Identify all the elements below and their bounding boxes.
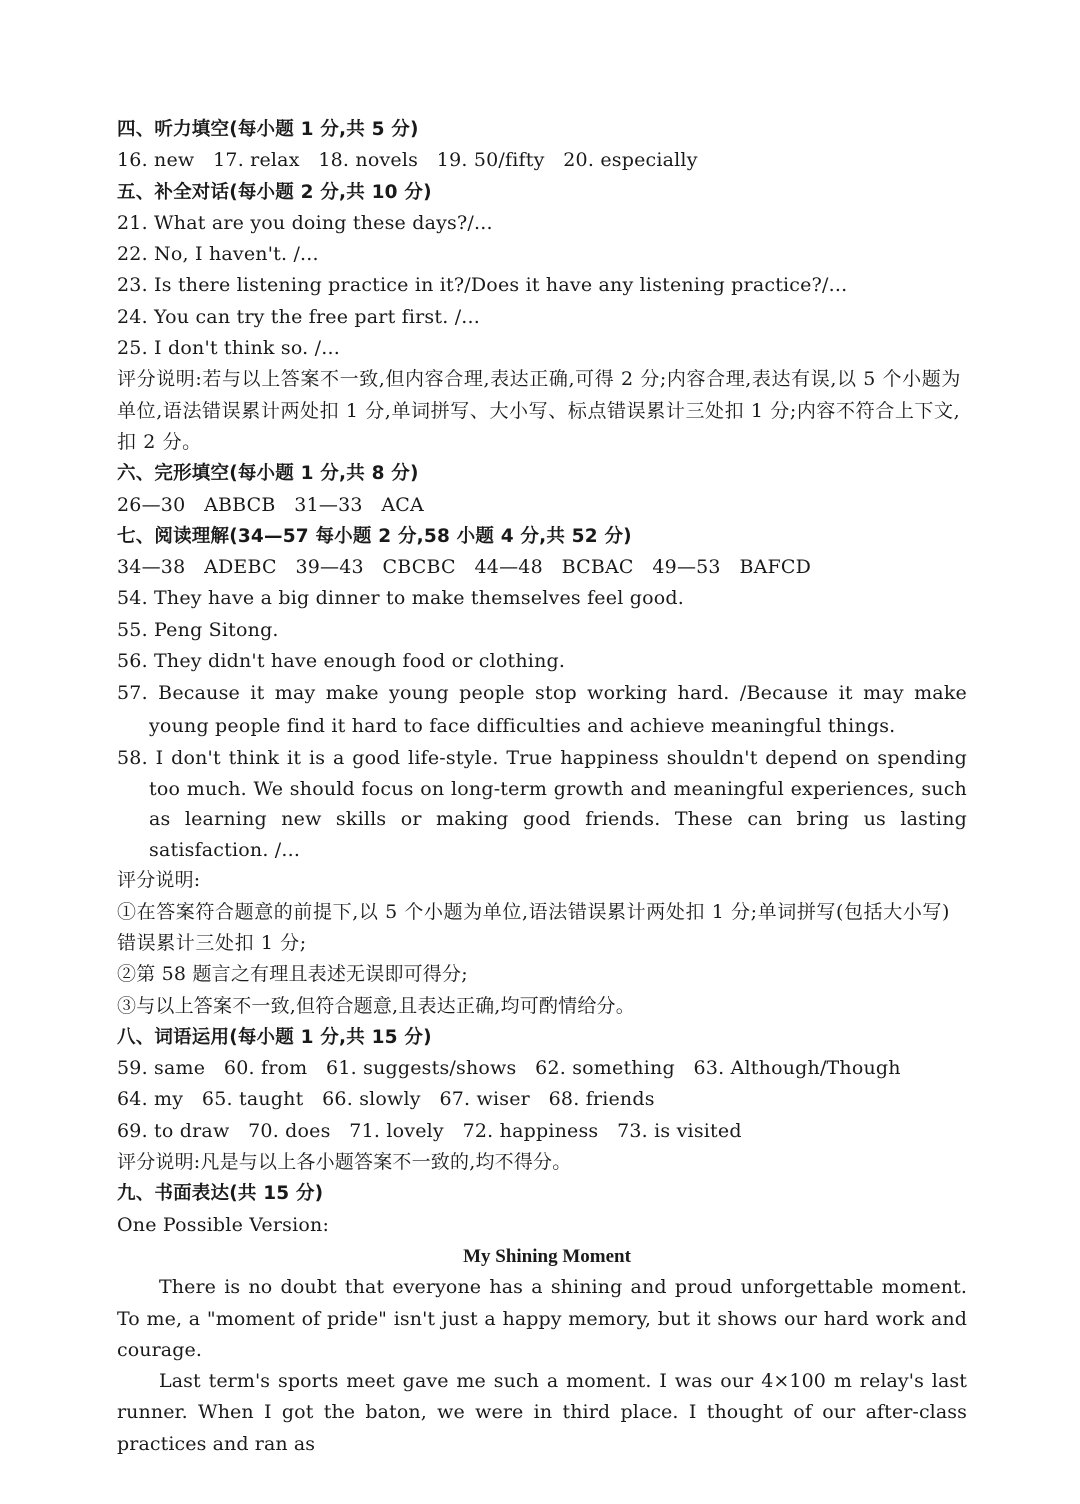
listening-answers: 16. new 17. relax 18. novels 19. 50/fifty 20. especially (117, 149, 698, 172)
word-usage-row-2: 64. my 65. taught 66. slowly 67. wiser 68. friends (117, 1088, 655, 1111)
reading-scoring-note-1: ①在答案符合题意的前提下,以 5 个小题为单位,语法错误累计两处扣 1 分;单词拼写(包括大小写)错误累计三处扣 1 分; (117, 900, 951, 954)
dialogue-scoring-note: 评分说明:若与以上答案不一致,但内容合理,表达正确,可得 2 分;内容合理,表达有误,以 5 个小题为单位,语法错误累计两处扣 1 分,单词拼写、大小写、标点错误累计三处扣 1 分;内容不符合上下文,扣 2 分。 (117, 368, 961, 453)
answer-key-page (117, 114, 967, 1460)
answer-21: 21. What are you doing these days?/... (117, 211, 493, 234)
version-label: One Possible Version: (117, 1213, 330, 1236)
reading-scoring-note-3: ③与以上答案不一致,但符合题意,且表达正确,均可酌情给分。 (117, 994, 635, 1017)
word-usage-row-3: 69. to draw 70. does 71. lovely 72. happiness 73. is visited (117, 1119, 742, 1142)
reading-scoring-note-2: ②第 58 题言之有理且表述无误即可得分; (117, 963, 468, 986)
essay-paragraph-2: Last term's sports meet gave me such a moment. I was our 4×100 m relay's last runner. When I got the baton, we were in third place. I thought of our after-class practices and ran as (117, 1370, 967, 1455)
answer-24: 24. You can try the free part first. /... (117, 305, 481, 328)
reading-choice-answers: 34—38 ADEBC 39—43 CBCBC 44—48 BCBAC 49—53 BAFCD (117, 556, 812, 579)
answer-56: 56. They didn't have enough food or clothing. (117, 650, 566, 673)
answer-55: 55. Peng Sitong. (117, 618, 279, 641)
word-usage-row-1: 59. same 60. from 61. suggests/shows 62. something 63. Although/Though (117, 1057, 901, 1080)
cloze-answers: 26—30 ABBCB 31—33 ACA (117, 493, 424, 516)
section-heading-dialogue: 五、补全对话(每小题 2 分,共 10 分) (117, 181, 432, 203)
word-usage-scoring-note: 评分说明:凡是与以上各小题答案不一致的,均不得分。 (117, 1151, 572, 1174)
answer-54: 54. They have a big dinner to make themselves feel good. (117, 587, 684, 610)
essay-title: My Shining Moment (463, 1245, 631, 1267)
section-heading-listening: 四、听力填空(每小题 1 分,共 5 分) (117, 119, 419, 140)
section-heading-reading: 七、阅读理解(34—57 每小题 2 分,58 小题 4 分,共 52 分) (117, 525, 632, 547)
answer-58: 58. I don't think it is a good life-style. True happiness shouldn't depend on spending too much. We should focus on long-term growth and meaningful experiences, such as learning new skills or making good friends. These can bring us lasting satisfaction. /... (117, 747, 967, 861)
answer-25: 25. I don't think so. /... (117, 337, 340, 360)
section-heading-word-usage: 八、词语运用(每小题 1 分,共 15 分) (117, 1026, 432, 1048)
answer-57: 57. Because it may make young people stop working hard. /Because it may make young people find it hard to face difficulties and achieve meaningful things. (117, 682, 967, 738)
section-heading-cloze: 六、完形填空(每小题 1 分,共 8 分) (117, 463, 419, 485)
answer-22: 22. No, I haven't. /... (117, 243, 319, 266)
section-heading-writing: 九、书面表达(共 15 分) (117, 1183, 324, 1205)
answer-23: 23. Is there listening practice in it?/Does it have any listening practice?/... (117, 274, 848, 297)
reading-scoring-note-title: 评分说明: (117, 869, 201, 892)
essay-paragraph-1: There is no doubt that everyone has a shining and proud unforgettable moment. To me, a "moment of pride" isn't just a happy memory, but it shows our hard work and courage. (117, 1276, 967, 1361)
